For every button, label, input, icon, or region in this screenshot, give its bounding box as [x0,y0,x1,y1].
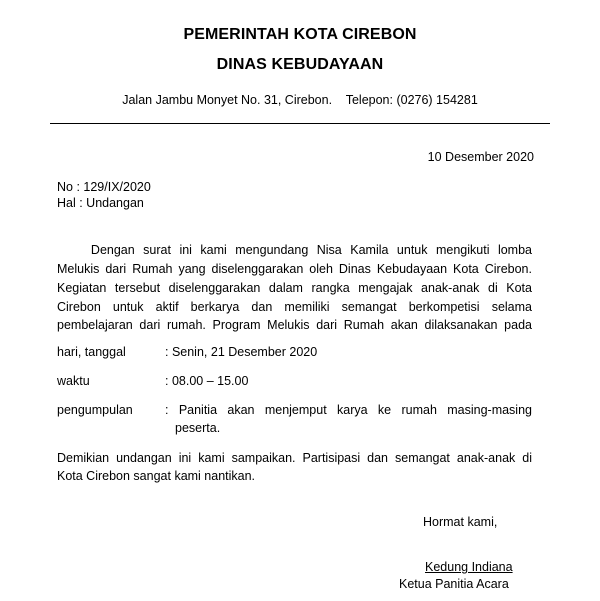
detail-value-collection-cont: peserta. [175,421,221,435]
detail-label-collection: pengumpulan [57,403,133,417]
letterhead-address: Jalan Jambu Monyet No. 31, Cirebon. Telepon: (0276) 154281 [122,93,478,107]
body-line: Cirebon untuk aktif berkarya dan memiliki semangat berkompetisi selama [57,300,532,314]
body-line: Kegiatan tersebut diselenggarakan dalam rangka mengajak anak-anak di Kota [57,281,532,295]
detail-label-date: hari, tanggal [57,345,126,359]
signatory-name: Kedung Indiana [425,560,513,574]
closing-line: Kota Cirebon sangat kami nantikan. [57,469,256,483]
letter-subject: Hal : Undangan [57,196,144,210]
letterhead-government: PEMERINTAH KOTA CIREBON [183,26,417,43]
letterhead-department: DINAS KEBUDAYAAN [216,56,384,73]
letter-number: No : 129/IX/2020 [57,180,151,194]
body-line: Melukis dari Rumah yang diselenggarakan oleh Dinas Kebudayaan Kota Cirebon. [57,262,532,276]
body-line: Dengan surat ini kami mengundang Nisa Kamila untuk mengikuti lomba [57,243,532,257]
closing-line: Demikian undangan ini kami sampaikan. Partisipasi dan semangat anak-anak di [57,451,532,465]
signature-salutation: Hormat kami, [423,515,498,529]
detail-value-time: : 08.00 – 15.00 [165,374,249,388]
detail-label-time: waktu [57,374,90,388]
body-line: pembelajaran dari rumah. Program Melukis dari Rumah akan dilaksanakan pada [57,318,532,332]
signatory-title: Ketua Panitia Acara [399,577,509,591]
detail-value-date: : Senin, 21 Desember 2020 [165,345,318,359]
letterhead-divider [50,123,550,124]
letter-date: 10 Desember 2020 [427,150,534,164]
detail-value-collection: : Panitia akan menjemput karya ke rumah masing-masing [165,403,532,417]
